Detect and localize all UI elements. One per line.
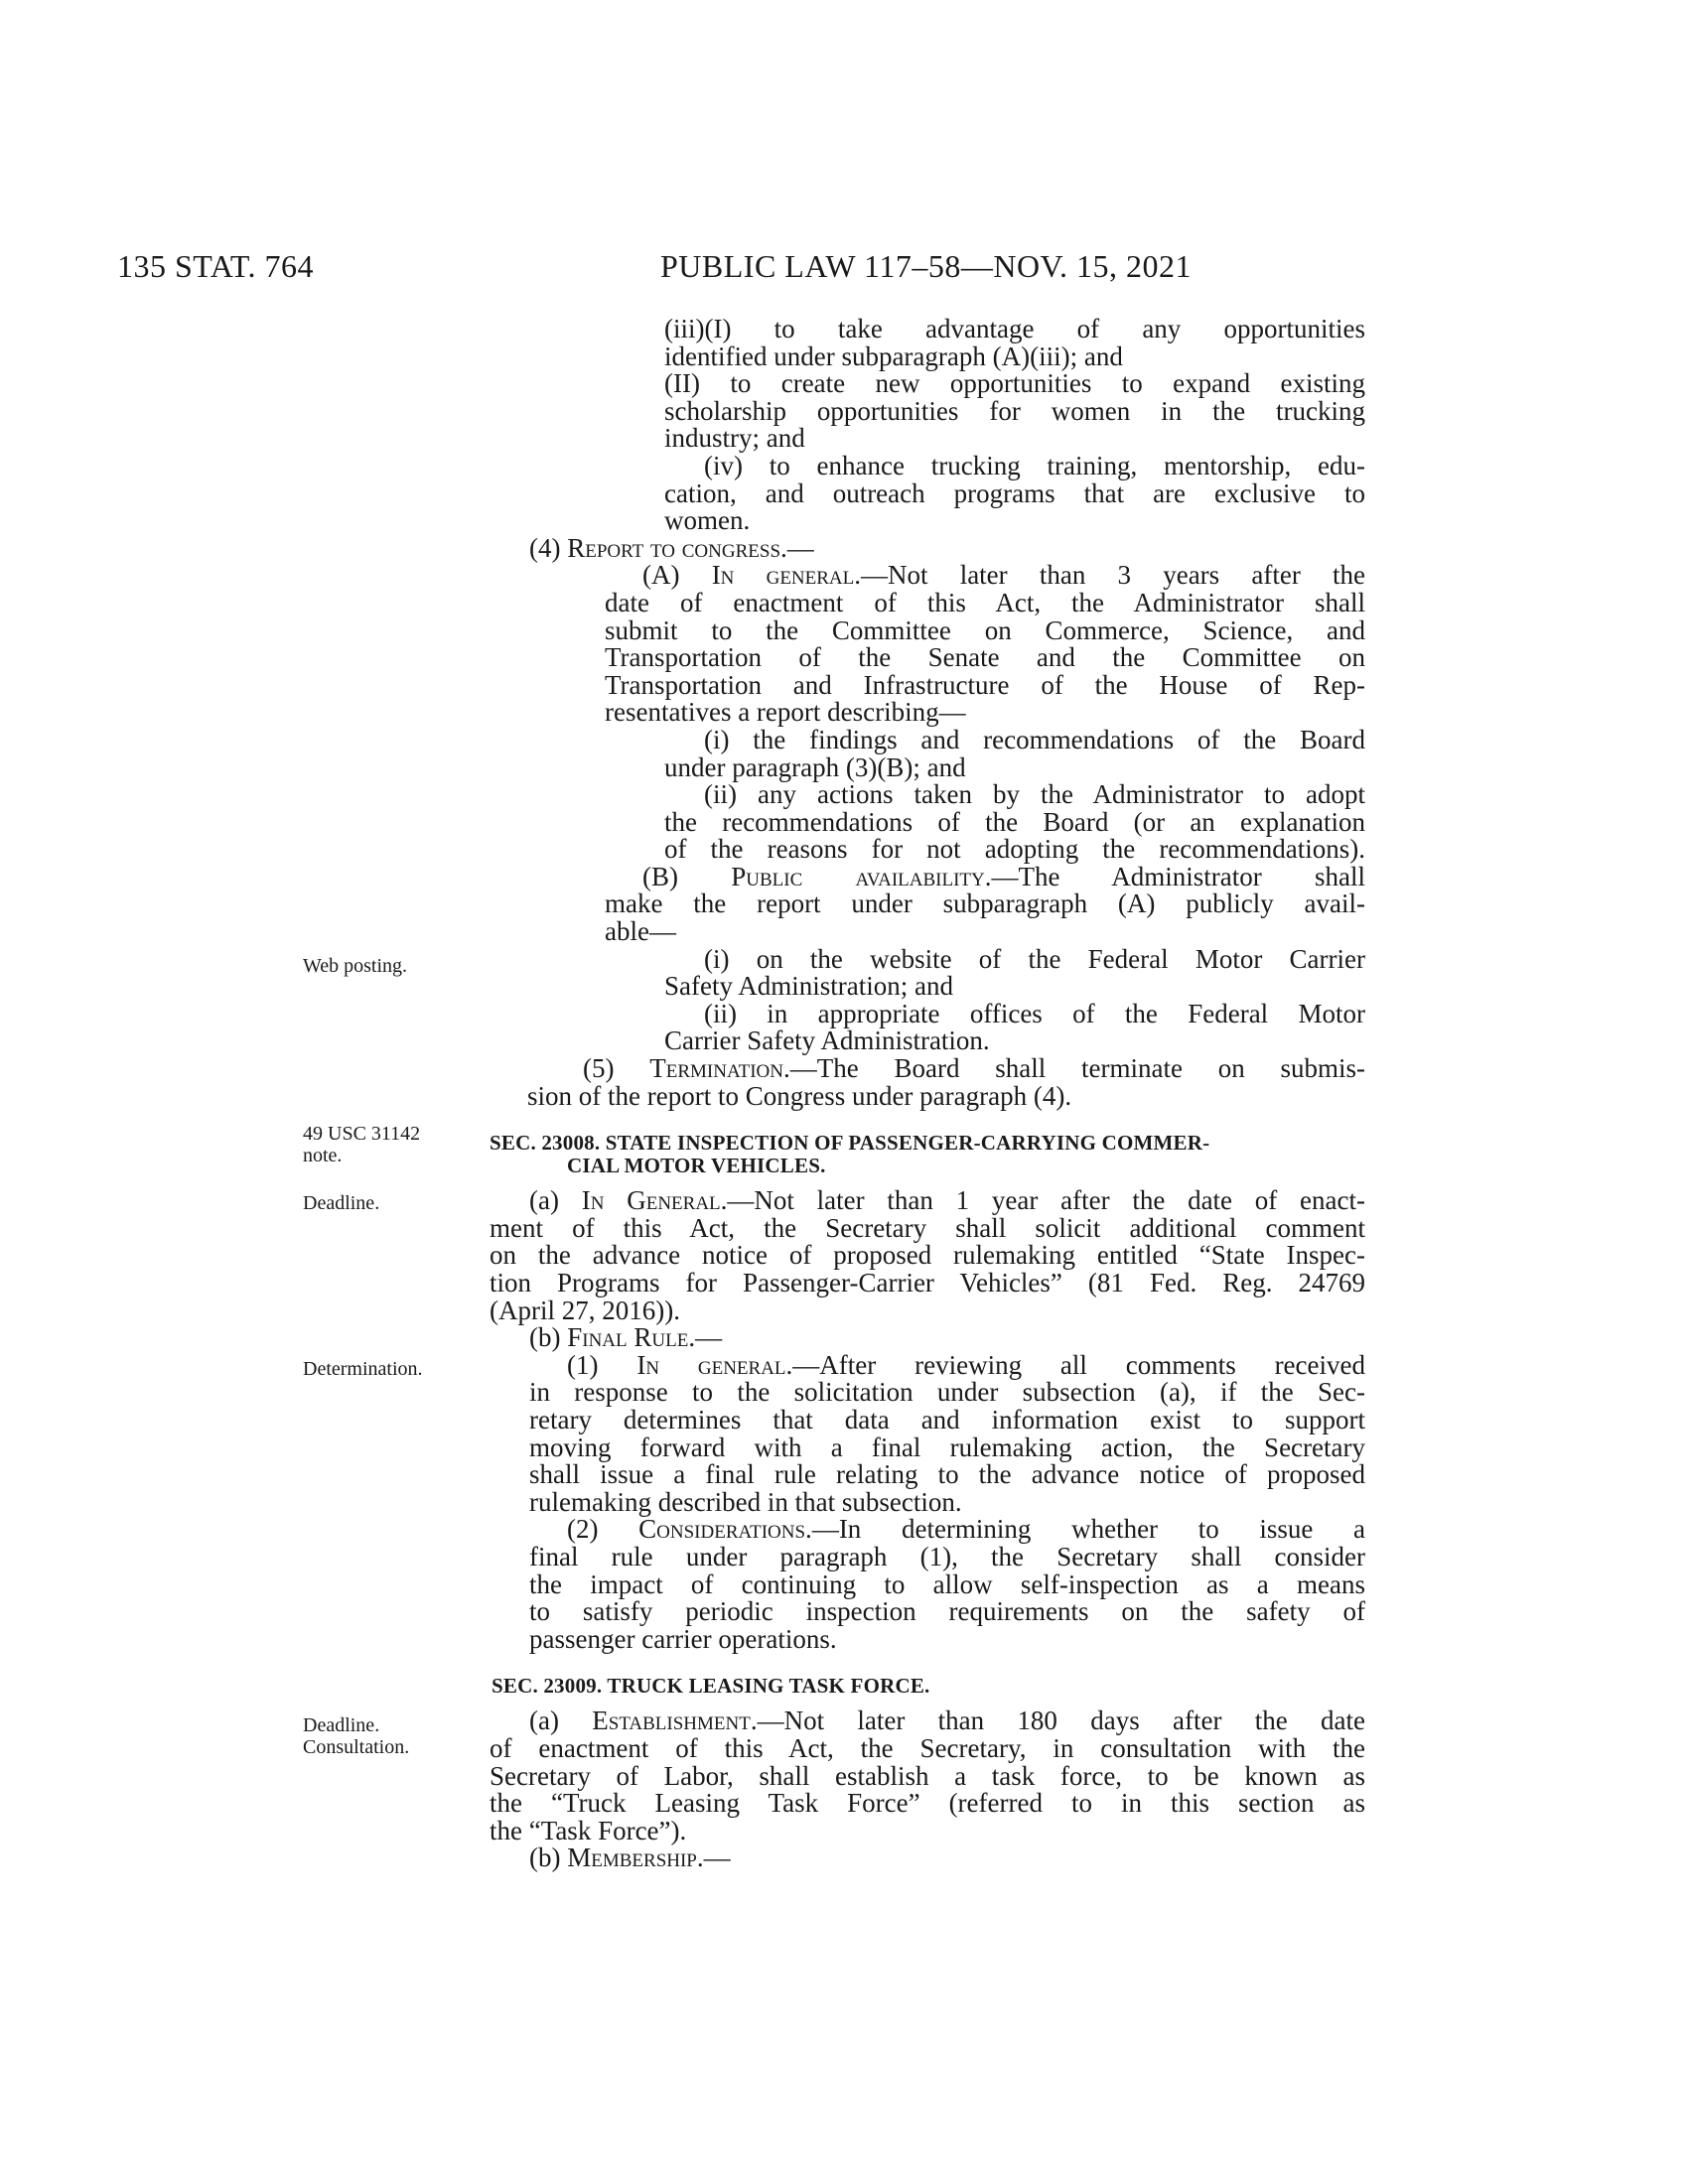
text-run: —The Board shall terminate on submis-	[789, 1053, 1366, 1084]
subparagraph-number: (A)	[642, 560, 712, 591]
margin-note-determination: Determination.	[303, 1358, 423, 1380]
text-line: resentatives a report describing—	[605, 697, 966, 728]
text-line: to satisfy periodic inspection requirements on the safety of	[529, 1596, 1365, 1627]
text-line: (II) to create new opportunities to expand existing	[664, 368, 1365, 399]
subsection-number: (b)	[529, 1843, 568, 1873]
text-line	[490, 1349, 1365, 1380]
text-line: retary determines that data and information exist to support	[529, 1404, 1365, 1434]
text-line: cation, and outreach programs that are exclusive to	[664, 478, 1365, 508]
subparagraph-heading: In general.	[711, 560, 861, 591]
subsection-heading: In General.	[581, 1185, 728, 1216]
text-line: of the reasons for not adopting the recommendations).	[664, 834, 1365, 865]
text-line: in response to the solicitation under subsection (a), if the Sec-	[529, 1377, 1365, 1408]
text-line	[490, 1324, 1365, 1352]
section-heading-23008	[490, 1132, 1365, 1177]
text-line: final rule under paragraph (1), the Secretary shall consider	[529, 1541, 1365, 1571]
margin-note-consultation: Consultation.	[303, 1736, 410, 1758]
text-line: ment of this Act, the Secretary shall solicit additional comment	[490, 1212, 1365, 1243]
text-run: —In determining whether to issue a	[811, 1514, 1366, 1545]
text-line: scholarship opportunities for women in the trucking	[664, 395, 1365, 426]
section-heading-line1: SEC. 23008. STATE INSPECTION OF PASSENGER-CARRYING COMMER-	[490, 1131, 1210, 1156]
text-line: (iii)(I) to take advantage of any opportunities	[664, 314, 1365, 343]
text-line: (April 27, 2016)).	[490, 1295, 680, 1325]
text-line: on the advance notice of proposed rulemaking entitled “State Inspec-	[490, 1240, 1365, 1271]
text-run: —Not later than 3 years after the	[861, 560, 1365, 591]
section-heading-23009: SEC. 23009. TRUCK LEASING TASK FORCE.	[492, 1674, 930, 1699]
text-line: Transportation of the Senate and the Committee on	[605, 642, 1365, 673]
text-line: passenger carrier operations.	[529, 1623, 837, 1654]
margin-note-deadline: Deadline.	[303, 1192, 380, 1214]
text-line: industry; and	[664, 423, 805, 454]
paragraph-heading-4	[490, 532, 1365, 563]
text-line: Carrier Safety Administration.	[664, 1025, 990, 1056]
subsection-heading: Final Rule.—	[567, 1322, 723, 1353]
text-line	[490, 1055, 1365, 1083]
margin-note-deadline-consultation	[303, 1714, 409, 1758]
text-line: (iv) to enhance trucking training, mentorship, edu-	[704, 450, 1365, 480]
subsection-number: (a)	[529, 1706, 593, 1736]
section-heading-line2: CIAL MOTOR VEHICLES.	[567, 1154, 826, 1178]
paragraph-heading: In general.	[636, 1349, 793, 1380]
text-line: date of enactment of this Act, the Administrator shall	[605, 587, 1365, 617]
statute-body	[490, 316, 1365, 1872]
text-line: (ii) in appropriate offices of the Federal Motor	[704, 998, 1365, 1028]
margin-note-usc-line1: 49 USC 31142	[303, 1123, 421, 1145]
text-line: moving forward with a final rulemaking action, the Secretary	[529, 1432, 1365, 1462]
text-line: (i) the findings and recommendations of the Board	[704, 724, 1365, 754]
subsection-number: (b)	[529, 1322, 568, 1353]
paragraph-heading: Considerations.	[638, 1514, 812, 1545]
text-line: of enactment of this Act, the Secretary, in consultation with the	[490, 1732, 1365, 1763]
text-line	[490, 1707, 1365, 1735]
text-line	[490, 1187, 1365, 1215]
paragraph-number: (5)	[583, 1053, 650, 1084]
page-number-header: 135 STAT. 764	[117, 248, 315, 284]
text-run: —Not later than 1 year after the date of enact-	[727, 1185, 1365, 1216]
text-line: Secretary of Labor, shall establish a task force, to be known as	[490, 1760, 1365, 1791]
text-line: women.	[664, 505, 751, 536]
margin-note-web-posting: Web posting.	[303, 955, 408, 977]
text-line: under paragraph (3)(B); and	[664, 751, 966, 782]
text-line: Safety Administration; and	[664, 971, 953, 1002]
subparagraph-heading: Public availability.	[731, 861, 992, 891]
text-line: (i) on the website of the Federal Motor Carrier	[704, 943, 1365, 974]
subsection-number: (a)	[529, 1185, 582, 1216]
paragraph-number: (2)	[567, 1514, 639, 1545]
text-line: the “Task Force”).	[490, 1815, 687, 1845]
text-line: the “Truck Leasing Task Force” (referred to in this section as	[490, 1788, 1365, 1819]
text-run: —The Administrator shall	[991, 861, 1365, 891]
text-line: able—	[605, 916, 676, 947]
text-line: Transportation and Infrastructure of the House of Rep-	[605, 669, 1365, 700]
subparagraph-number: (B)	[642, 861, 732, 891]
text-line	[490, 1844, 1365, 1872]
text-line: rulemaking described in that subsection.	[529, 1486, 962, 1517]
subsection-heading: Membership.—	[567, 1843, 731, 1873]
text-line: the impact of continuing to allow self-inspection as a means	[529, 1569, 1365, 1599]
paragraph-number: (1)	[567, 1349, 637, 1380]
text-line	[490, 562, 1365, 590]
paragraph-number: (4)	[529, 532, 568, 563]
subsection-heading: Establishment.	[592, 1706, 758, 1736]
text-line: (ii) any actions taken by the Administrator to adopt	[704, 779, 1365, 810]
text-line: make the report under subparagraph (A) publicly avail-	[605, 888, 1365, 919]
text-line: submit to the Committee on Commerce, Science, and	[605, 614, 1365, 645]
margin-note-deadline-2: Deadline.	[303, 1714, 380, 1736]
text-line: the recommendations of the Board (or an explanation	[664, 806, 1365, 837]
paragraph-heading: Termination.	[649, 1053, 790, 1084]
text-line	[490, 1516, 1365, 1544]
text-line: tion Programs for Passenger-Carrier Vehicles” (81 Fed. Reg. 24769	[490, 1268, 1365, 1297]
running-header: PUBLIC LAW 117–58—NOV. 15, 2021	[660, 248, 1193, 284]
margin-note-usc-ref	[303, 1123, 420, 1166]
text-run: —After reviewing all comments received	[792, 1349, 1365, 1380]
text-line: identified under subparagraph (A)(iii); and	[664, 341, 1123, 371]
paragraph-heading: Report to congress.—	[567, 532, 814, 563]
text-run: —Not later than 180 days after the date	[757, 1706, 1365, 1736]
margin-note-usc-line2: note.	[303, 1145, 343, 1166]
text-line	[490, 861, 1365, 891]
text-line: shall issue a final rule relating to the advance notice of proposed	[529, 1459, 1365, 1490]
text-line: sion of the report to Congress under paragraph (4).	[527, 1080, 1072, 1111]
